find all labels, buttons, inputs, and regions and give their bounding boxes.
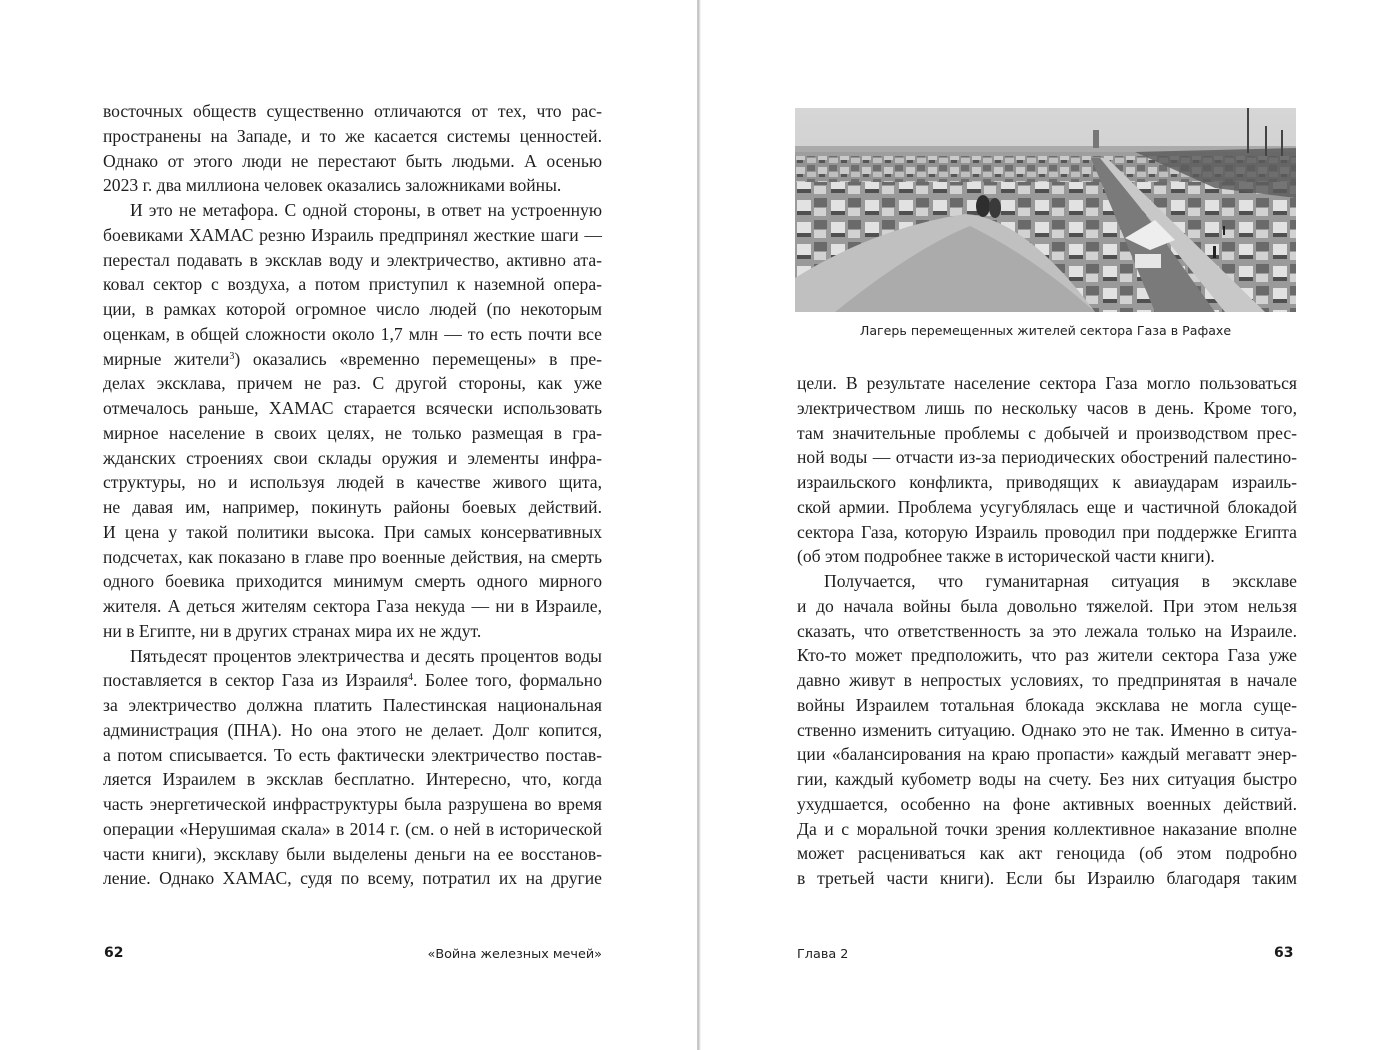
text-line: жданских строениях свои склады оружия и элементы инфра- [103, 447, 602, 468]
text-line: части книги), эксклаву были выделены деньги на ее восстанов- [103, 843, 602, 864]
text-line: сказать, что ответственность за это лежала только на Израиле. [797, 620, 1297, 641]
left-page [0, 0, 697, 1050]
paragraph-start-line: Получается, что гуманитарная ситуация в эксклаве [824, 571, 1297, 591]
text-line: оценкам, в общей сложности около 1,7 млн — то есть почти все [103, 323, 602, 344]
text-line: может расцениваться как акт геноцида (об этом подробно [797, 843, 1297, 864]
text-line: войны Израилем тотальная блокада эксклава не могла суще- [797, 694, 1297, 715]
text-line: ни в Египте, ни в других странах мира их не ждут. [103, 620, 482, 641]
text-line: электричеством лишь по нескольку часов в день. Кроме того, [797, 397, 1297, 418]
text-line: гии, каждый кубометр воды на счету. Без них ситуация быстро [797, 769, 1297, 789]
left-page-body-text [103, 99, 602, 891]
text-line: подсчетах, как показано в главе про военные действия, на смерть [103, 546, 602, 567]
text-line: ковал сектор с воздуха, а потом приступил к наземной опера- [103, 274, 602, 295]
running-head-book-title: «Война железных мечей» [427, 947, 602, 962]
text-line: ственно изменить ситуацию. Однако это не так. Именно в ситуа- [797, 719, 1297, 740]
text-line: делах эксклава, причем не раз. С другой стороны, как уже [103, 373, 602, 394]
paragraph-start-line: И это не метафора. С одной стороны, в ответ на устроенную [130, 200, 602, 220]
text-fragment: . Более того, формально [413, 670, 603, 691]
text-line: и до начала войны была довольно тяжелой. При этом нельзя [797, 595, 1297, 616]
text-line: боевиками ХАМАС резню Израиль предпринял жесткие шаги — [103, 224, 602, 245]
text-line: жителя. А деться жителям сектора Газа некуда — ни в Израиле, [103, 596, 602, 616]
paragraph-start-line: Пятьдесят процентов электричества и десять процентов воды [130, 645, 602, 666]
running-head-chapter: Глава 2 [797, 947, 849, 962]
text-line: ухудшается, особенно на фоне активных военных действий. [797, 793, 1297, 814]
text-line: отмечалось раньше, ХАМАС старается всячески использовать [103, 398, 602, 418]
text-line: ции «балансирования на краю пропасти» каждый мегаватт энер- [797, 744, 1297, 765]
text-line: там значительные проблемы с добычей и производством прес- [797, 422, 1297, 443]
text-line: операции «Нерушимая скала» в 2014 г. (см. о ней в исторической [103, 818, 602, 839]
text-line: а потом списывается. То есть фактически электричество постав- [103, 744, 602, 765]
text-line: Кто-то может предположить, что раз жители сектора Газа уже [797, 645, 1297, 666]
text-line: мирное население в своих целях, не только размещая в гра- [103, 422, 602, 443]
right-page [701, 0, 1400, 1050]
text-line: ской армии. Проблема усугублялась еще и частичной блокадой [797, 496, 1297, 517]
photo-illustration [795, 108, 1296, 312]
footnote-marker[interactable]: 4 [408, 672, 414, 684]
text-line: часть энергетической инфраструктуры была разрушена во время [103, 794, 602, 814]
text-line: ной воды — отчасти из-за периодических обострений палестино- [797, 447, 1297, 468]
text-line: за электричество должна платить Палестинская национальная [103, 695, 602, 715]
text-fragment: ) оказались «временно перемещены» в пре- [234, 348, 602, 369]
text-line: одного боевика приходится минимум смерть одного мирного [103, 571, 602, 592]
right-page-body-text [797, 371, 1297, 891]
page-number-right: 63 [1274, 945, 1294, 961]
text-fragment: поставляется в сектор Газа из Израиля [103, 670, 409, 691]
text-line: не давая им, например, покинуть районы боевых действий. [103, 497, 602, 517]
photo-caption: Лагерь перемещенных жителей сектора Газа в Рафахе [859, 323, 1232, 338]
text-line: структуры, но и используя людей в качестве живого щита, [103, 472, 602, 493]
text-line: ляется Израилем в эксклав бесплатно. Интересно, что, когда [103, 769, 602, 790]
footnote-marker[interactable]: 3 [229, 350, 235, 362]
text-line: восточных обществ существенно отличаются от тех, что рас- [103, 101, 602, 121]
text-line: сектора Газа, которую Израиль проводил при поддержке Египта [797, 521, 1297, 542]
text-line-with-footnote [103, 668, 602, 693]
text-line: ление. Однако ХАМАС, судя по всему, потратил их на другие [103, 868, 602, 889]
text-line: ции, в рамках которой огромное число людей (по некоторым [103, 299, 602, 319]
text-line-with-footnote [103, 347, 602, 372]
text-line: израильского конфликта, приводящих к авиаударам израиль- [797, 472, 1297, 492]
text-line: администрация (ПНА). Но она этого не делает. Долг копится, [103, 719, 602, 740]
text-line: перестал подавать в эксклав воду и электричество, активно ата- [103, 249, 602, 270]
text-line: пространены на Западе, и то же касается системы ценностей. [103, 125, 602, 146]
text-line: 2023 г. два миллиона человек оказались заложниками войны. [103, 175, 562, 196]
text-line: (об этом подробнее также в исторической части книги). [797, 546, 1215, 567]
text-line: Однако от этого люди не перестают быть людьми. А осенью [103, 150, 602, 171]
text-line: И цена у такой политики высока. При самых консервативных [103, 521, 602, 542]
text-line: в третьей части книги). Если бы Израилю благодаря таким [797, 868, 1297, 888]
text-line: Да и с моральной точки зрения коллективное наказание вполне [797, 818, 1297, 839]
text-line: цели. В результате население сектора Газа могло пользоваться [797, 373, 1297, 393]
text-line: давно живут в непростых условиях, то предпринятая в начале [797, 670, 1297, 690]
camp-photo [795, 108, 1296, 312]
text-fragment: мирные жители [103, 348, 230, 369]
page-number-left: 62 [104, 945, 124, 961]
